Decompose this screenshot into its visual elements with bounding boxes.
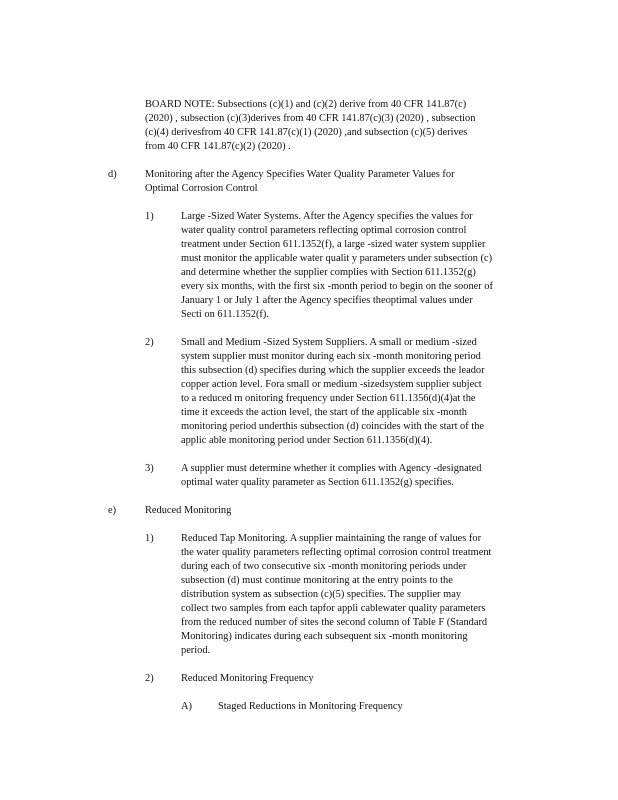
section-e-heading: Reduced Monitoring <box>145 505 232 516</box>
item-text-line: Reduced Tap Monitoring. A supplier maintaining the range of values for <box>181 533 482 544</box>
item-text-line: collect two samples from each tapfor appli cablewater quality parameters <box>181 603 486 614</box>
item-text-line: Large -Sized Water Systems. After the Agency specifies the values for <box>181 211 473 222</box>
item-text-line: during each of two consecutive six -month monitoring periods under <box>181 561 467 572</box>
item-text-line: time it exceeds the action level, the start of the applicable six -month <box>181 407 467 418</box>
item-text-line: optimal water quality parameter as Section 611.1352(g) specifies. <box>181 477 454 488</box>
item-label: 1) <box>145 211 154 222</box>
item-text-line: water quality control parameters reflecting optimal corrosion control <box>181 225 467 236</box>
item-text-line: must monitor the applicable water qualit y parameters under subsection (c) <box>181 253 493 264</box>
item-text-line: A supplier must determine whether it complies with Agency -designated <box>181 463 482 474</box>
sub-item-label: A) <box>181 701 192 712</box>
item-text-line: monitoring period underthis subsection (d) coincides with the start of the <box>181 421 484 432</box>
item-label: 3) <box>145 463 154 474</box>
item-text-line: from the reduced number of sites the second column of Table F (Standard <box>181 617 488 628</box>
item-label: 2) <box>145 337 154 348</box>
section-d-heading-line: Optimal Corrosion Control <box>145 183 258 194</box>
item-label: 1) <box>145 533 154 544</box>
sub-item-text: Staged Reductions in Monitoring Frequency <box>218 701 403 712</box>
item-text-line: Monitoring) indicates during each subsequent six -month monitoring <box>181 631 468 642</box>
item-text-line: every six months, with the first six -month period to begin on the sooner of <box>181 281 493 292</box>
item-text-line: copper action level. Fora small or medium -sizedsystem supplier subject <box>181 379 482 390</box>
board-note-line: BOARD NOTE: Subsections (c)(1) and (c)(2) derive from 40 CFR 141.87(c) <box>145 99 467 110</box>
item-label: 2) <box>145 673 154 684</box>
board-note-line: from 40 CFR 141.87(c)(2) (2020) . <box>145 141 291 152</box>
item-text-line: Small and Medium -Sized System Suppliers. A small or medium -sized <box>181 337 477 348</box>
item-heading: Reduced Monitoring Frequency <box>181 673 314 684</box>
item-text-line: this subsection (d) specifies during which the supplier exceeds the leador <box>181 365 485 376</box>
item-text-line: applic able monitoring period under Section 611.1356(d)(4). <box>181 435 433 446</box>
item-text-line: system supplier must monitor during each six -month monitoring period <box>181 351 481 362</box>
item-text-line: the water quality parameters reflecting optimal corrosion control treatment <box>181 547 492 558</box>
item-text-line: period. <box>181 645 211 656</box>
section-e-label: e) <box>108 505 117 516</box>
item-text-line: and determine whether the supplier complies with Section 611.1352(g) <box>181 267 476 278</box>
item-text-line: distribution system as subsection (c)(5) specifies. The supplier may <box>181 589 462 600</box>
section-d-label: d) <box>108 169 117 180</box>
item-text-line: subsection (d) must continue monitoring at the entry points to the <box>181 575 453 586</box>
board-note-line: (2020) , subsection (c)(3)derives from 40 CFR 141.87(c)(3) (2020) , subsection <box>145 113 476 124</box>
item-text-line: to a reduced m onitoring frequency under Section 611.1356(d)(4)at the <box>181 393 476 404</box>
board-note-line: (c)(4) derivesfrom 40 CFR 141.87(c)(1) (2020) ,and subsection (c)(5) derives <box>145 127 468 138</box>
item-text-line: treatment under Section 611.1352(f), a large -sized water system supplier <box>181 239 486 250</box>
item-text-line: January 1 or July 1 after the Agency specifies theoptimal values under <box>181 295 473 306</box>
section-d-heading-line: Monitoring after the Agency Specifies Water Quality Parameter Values for <box>145 169 455 180</box>
item-text-line: Secti on 611.1352(f). <box>181 309 269 320</box>
